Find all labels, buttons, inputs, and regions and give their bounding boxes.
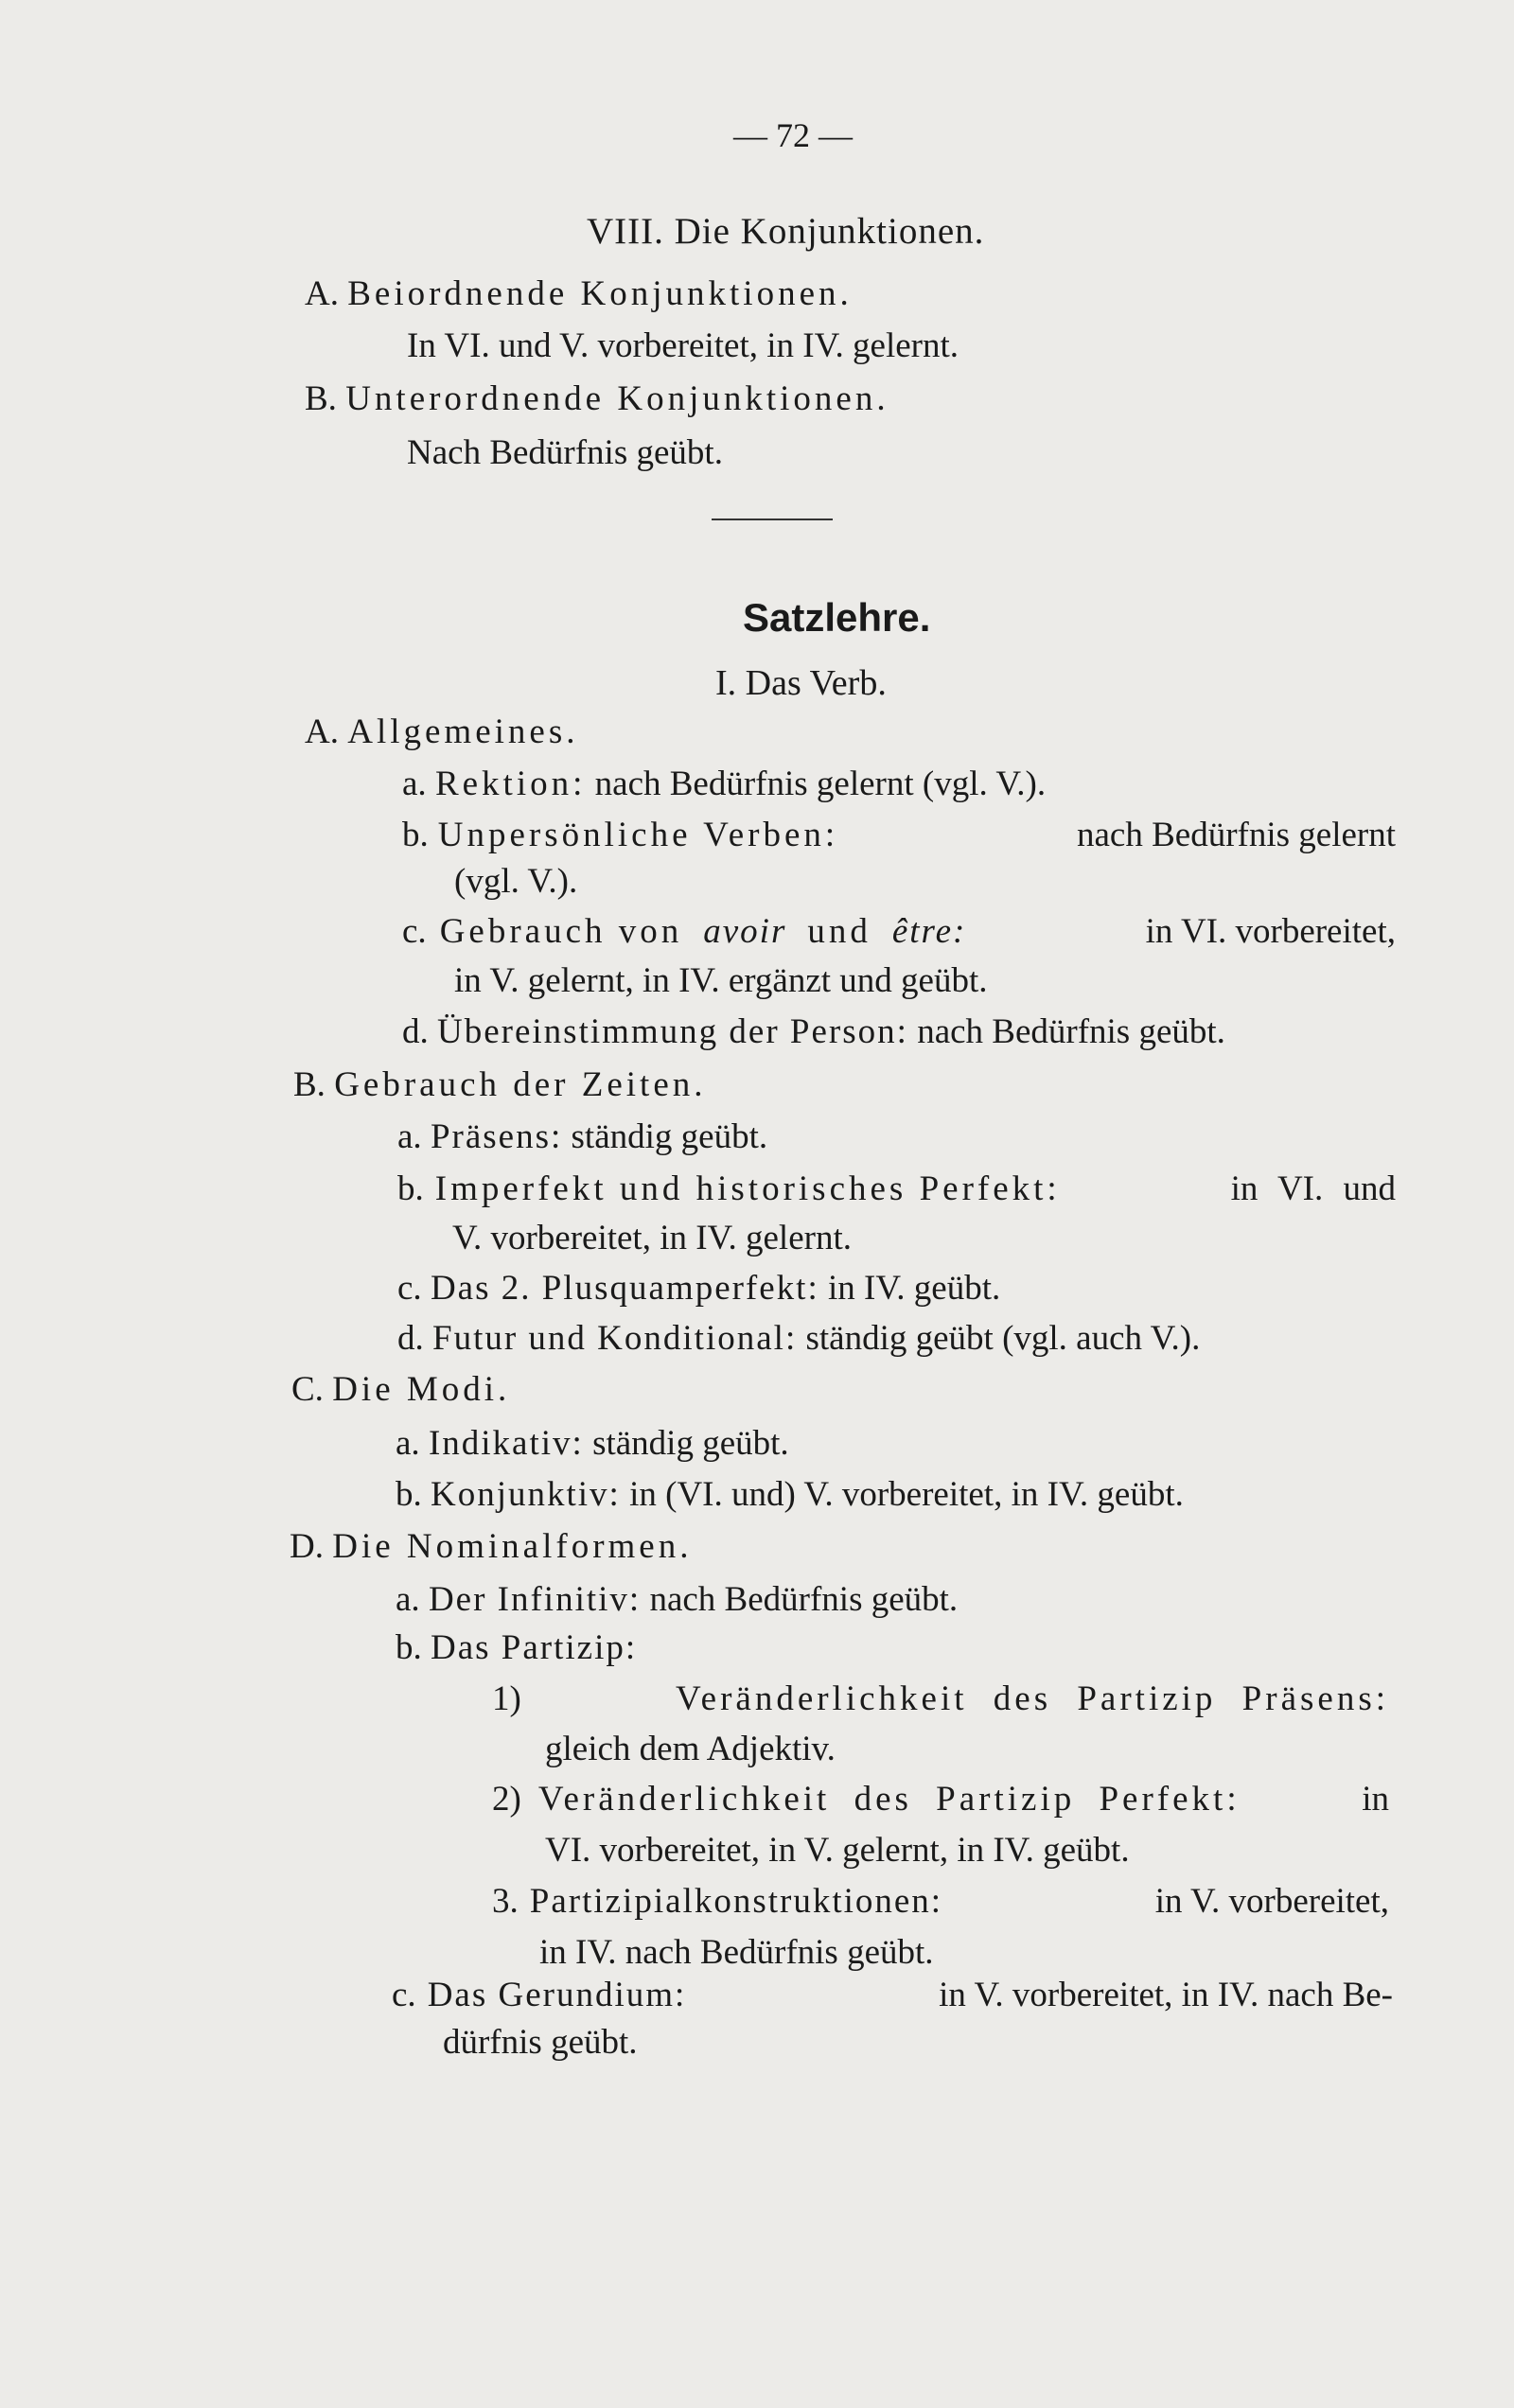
part-d-label: D.: [290, 1527, 324, 1566]
a-d-line: [402, 1014, 1225, 1049]
item-term: Rektion:: [434, 765, 587, 803]
item-term: Übereinstimmung der Person:: [437, 1012, 908, 1051]
a-a-line: [402, 766, 1046, 801]
conj-a-note: In VI. und V. vorbereitet, in IV. gelernt.: [407, 326, 959, 365]
item-word-etre: être:: [891, 912, 967, 951]
b-b-cont: V. vorbereitet, in IV. gelernt.: [452, 1219, 852, 1257]
item-label: b.: [397, 1169, 424, 1208]
conj-b-note: Nach Bedürfnis geübt.: [407, 433, 723, 472]
part-d-heading: [290, 1529, 692, 1564]
item-label: a.: [396, 1424, 420, 1463]
item-term: Das Partizip:: [431, 1628, 638, 1667]
satzlehre-heading: Satzlehre.: [743, 595, 931, 640]
item-label: b.: [396, 1628, 422, 1667]
item-text: in VI. und: [1230, 1169, 1396, 1208]
item-text: ständig geübt.: [571, 1117, 768, 1156]
item-text: in IV. geübt.: [827, 1269, 1001, 1308]
a-b-cont: (vgl. V.).: [454, 862, 578, 901]
item-label: b.: [402, 816, 429, 854]
item-term: Das 2. Plusquamperfekt:: [430, 1269, 819, 1308]
d-b-2-line: [492, 1782, 1389, 1817]
item-label: d.: [397, 1319, 424, 1358]
conj-a-label: A.: [305, 274, 339, 313]
part-c-title: Die Modi.: [332, 1370, 511, 1409]
item-term: Unpersönliche Verben:: [437, 816, 839, 854]
item-label: d.: [402, 1012, 429, 1051]
item-text: nach Bedürfnis geübt.: [649, 1580, 959, 1619]
part-b-title: Gebrauch der Zeiten.: [334, 1065, 707, 1104]
d-b-line: [396, 1630, 637, 1665]
b-a-line: [397, 1119, 767, 1154]
c-b-line: [396, 1477, 1184, 1512]
item-text: ständig geübt.: [592, 1424, 789, 1463]
item-label: c.: [402, 912, 427, 951]
item-term: Imperfekt und historisches Perfekt:: [434, 1169, 1061, 1208]
item-text: in (VI. und) V. vorbereitet, in IV. geübt.: [629, 1475, 1184, 1514]
part-b-heading: [293, 1067, 707, 1102]
d-b-3-line: [492, 1884, 1389, 1919]
item-text: in VI. vorbereitet,: [1145, 912, 1396, 951]
sub-item-term: Partizipialkonstruktionen:: [529, 1882, 943, 1921]
part-a-label: A.: [305, 712, 339, 751]
item-label: a.: [396, 1580, 420, 1619]
sub-item-num: 2): [492, 1780, 521, 1819]
conj-a-text: Beiordnende Konjunktionen.: [347, 274, 853, 313]
conj-a-line: [305, 276, 853, 311]
d-b-1-cont: gleich dem Adjektiv.: [545, 1730, 836, 1768]
item-label: a.: [402, 765, 427, 803]
item-term: Der Infinitiv:: [428, 1580, 642, 1619]
part-a-title: Allgemeines.: [347, 712, 579, 751]
item-text: ständig geübt (vgl. auch V.).: [805, 1319, 1201, 1358]
part-c-label: C.: [291, 1370, 324, 1409]
item-word-und: und: [807, 912, 871, 951]
sub-item-text: in V. vorbereitet,: [1154, 1882, 1389, 1921]
item-label: a.: [397, 1117, 422, 1156]
sub-item-num: 3.: [492, 1882, 519, 1921]
d-a-line: [396, 1582, 958, 1617]
d-c-line: [392, 1977, 1393, 2013]
a-b-line: [402, 817, 1396, 852]
item-label: b.: [396, 1475, 422, 1514]
d-c-cont: dürfnis geübt.: [443, 2023, 638, 2062]
divider-rule: [712, 519, 833, 520]
item-term: Gebrauch von: [439, 912, 683, 951]
b-d-line: [397, 1321, 1200, 1356]
item-text: in V. vorbereitet, in IV. nach Be-: [939, 1976, 1393, 2014]
sub-item-term: Veränderlichkeit des Partizip Perfekt:: [537, 1780, 1241, 1819]
part-d-title: Die Nominalformen.: [332, 1527, 693, 1566]
a-c-cont: in V. gelernt, in IV. ergänzt und geübt.: [454, 961, 988, 1000]
sub-item-num: 1): [492, 1679, 521, 1718]
sub-item-text: in: [1362, 1780, 1389, 1819]
item-term: Das Gerundium:: [427, 1976, 687, 2014]
d-b-1-line: [492, 1681, 1389, 1716]
item-text: nach Bedürfnis gelernt (vgl. V.).: [594, 765, 1047, 803]
item-term: Futur und Konditional:: [432, 1319, 798, 1358]
item-text: nach Bedürfnis gelernt: [1077, 816, 1396, 854]
conj-b-line: [305, 381, 889, 416]
part-a-heading: [305, 714, 579, 749]
part-c-heading: [291, 1372, 510, 1407]
item-term: Indikativ:: [428, 1424, 584, 1463]
a-c-line: [402, 914, 1396, 949]
conj-b-label: B.: [305, 379, 337, 418]
c-a-line: [396, 1426, 789, 1461]
conj-b-text: Unterordnende Konjunktionen.: [345, 379, 889, 418]
d-b-3-cont: in IV. nach Bedürfnis geübt.: [539, 1933, 934, 1972]
section-title: VIII. Die Konjunktionen.: [587, 211, 985, 252]
item-text: nach Bedürfnis geübt.: [917, 1012, 1225, 1051]
b-c-line: [397, 1271, 1000, 1306]
item-word-avoir: avoir: [703, 912, 787, 951]
part-b-label: B.: [293, 1065, 326, 1104]
item-term: Konjunktiv:: [431, 1475, 621, 1514]
item-term: Präsens:: [430, 1117, 563, 1156]
d-b-2-cont: VI. vorbereitet, in V. gelernt, in IV. geübt.: [545, 1831, 1130, 1870]
sub-item-term: Veränderlichkeit des Partizip Präsens:: [676, 1679, 1389, 1718]
page-number: — 72 —: [733, 116, 853, 154]
b-b-line: [397, 1171, 1396, 1206]
item-label: c.: [397, 1269, 422, 1308]
item-label: c.: [392, 1976, 416, 2014]
chapter-title: I. Das Verb.: [715, 663, 887, 703]
